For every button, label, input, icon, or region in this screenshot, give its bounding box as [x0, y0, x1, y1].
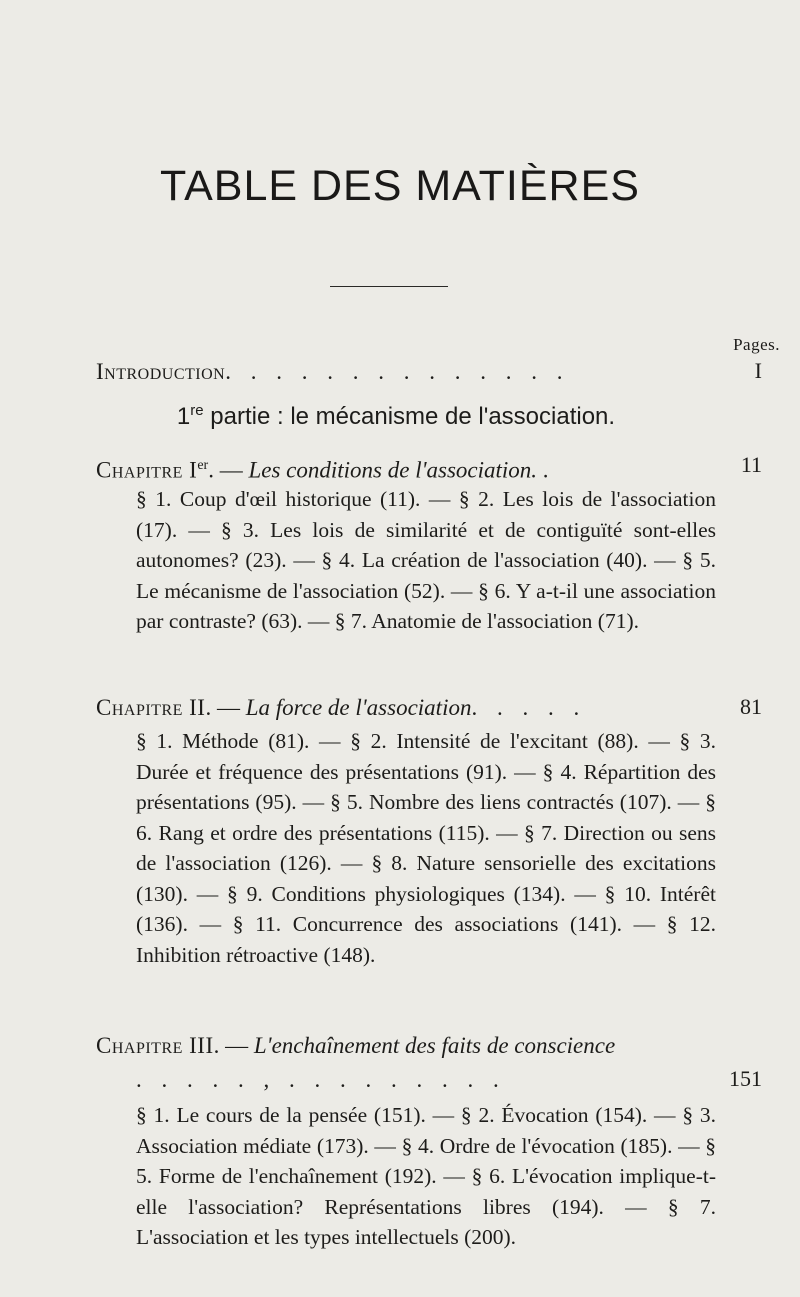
leader-dots: . . . . . , . . . . . . . . . — [136, 1067, 506, 1092]
chapter-label: Chapitre II — [96, 695, 206, 720]
page-number: I — [754, 358, 762, 383]
chapter-2-sections: § 1. Méthode (81). — § 2. Intensité de l'excitant (88). — § 3. Durée et fréquence des présentations (91). — § 4. Répartition des présentations (95). — § 5. Nombre des liens contractés (107). — § 6. Rang et ordre des présentations (115). — § 7. Direction ou sens de l'association (126). — § 8. Nature sensorielle des excitations (130). — § 9. Conditions physiologiques (134). — § 10. Intérêt (136). — § 11. Concurrence des associations (141). — § 12. Inhibition rétroactive (148). — [136, 729, 716, 967]
chapter-title: La force de l'association — [245, 695, 472, 720]
pages-column-header: Pages. — [733, 335, 780, 354]
part-heading — [96, 402, 696, 431]
chapter-title: Les conditions de l'association. — [248, 457, 538, 483]
leader-dots: . . . . . — [471, 695, 587, 720]
chapter-label: Chapitre I — [96, 457, 198, 483]
page-number: 151 — [729, 1066, 762, 1091]
chapter-label: Chapitre III — [96, 1033, 214, 1058]
chapter-separator: . — — [205, 695, 246, 720]
chapter-separator: . — — [213, 1033, 254, 1058]
part-number: 1 — [176, 403, 191, 430]
part-number-suffix: re — [190, 402, 204, 419]
part-title: partie : le mécanisme de l'association. — [210, 403, 616, 430]
chapter-1-sections: § 1. Coup d'œil historique (11). — § 2. Les lois de l'association (17). — § 3. Les lois de similarité et de contiguïté sont-elles autonomes? (23). — § 4. La création de l'association (40). — § 5. Le mécanisme de l'association (52). — § 6. Y a-t-il une association par contraste? (63). — § 7. Anatomie de l'association (71). — [136, 487, 716, 633]
page-number: 11 — [740, 452, 762, 477]
leader-dots: . — [537, 457, 549, 483]
title-rule — [330, 286, 448, 287]
chapter-label-suffix: er — [197, 458, 209, 473]
chapter-3-sections: § 1. Le cours de la pensée (151). — § 2. Évocation (154). — § 3. Association médiate (173). — § 4. Ordre de l'évocation (185). — § 5. Forme de l'enchaînement (192). — § 6. L'évocation implique-t-elle l'association? Représentations libres (194). — § 7. L'association et les types intellectuels (200). — [136, 1103, 716, 1249]
leader-dots: . . . . . . . . . . . . . . — [225, 359, 570, 384]
chapter-separator: . — — [208, 457, 249, 483]
introduction-label: Introduction — [96, 359, 226, 384]
page-title: TABLE DES MATIÈRES — [160, 162, 640, 210]
page-number: 81 — [740, 694, 762, 719]
chapter-title: L'enchaînement des faits de conscience — [253, 1033, 616, 1058]
